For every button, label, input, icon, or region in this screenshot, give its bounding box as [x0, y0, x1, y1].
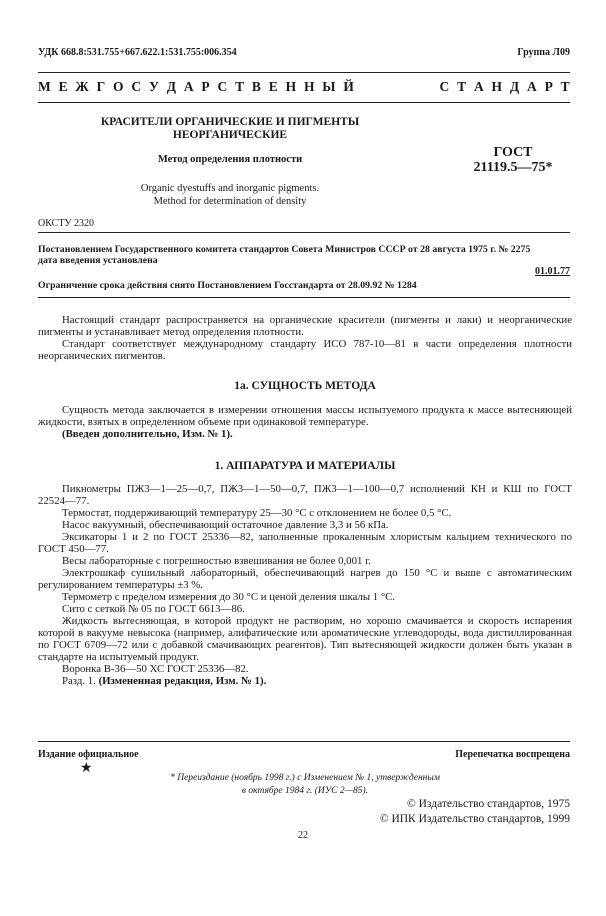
banner-letter: У — [148, 79, 159, 94]
banner-letter: М — [38, 79, 51, 94]
list-item: Насос вакуумный, обеспечивающий остаточное давление 3,3 и 56 кПа. — [62, 519, 389, 531]
banner-letter: Е — [58, 79, 68, 94]
banner-letter: В — [251, 79, 261, 94]
document-title — [80, 116, 380, 142]
restriction-note: Ограничение срока действия снято Постановлением Госстандарта от 28.09.92 № 1284 — [38, 280, 417, 291]
banner-letter: Н — [491, 79, 503, 94]
english-title-line-2: Method for determination of density — [153, 196, 307, 207]
gost-number — [468, 145, 558, 175]
razd-line — [38, 675, 572, 687]
banner-letter: Т — [560, 79, 570, 94]
effective-date: 01.01.77 — [535, 266, 570, 277]
decree-text — [38, 244, 570, 266]
gost-code: 21119.5—75* — [473, 160, 553, 175]
banner-letter: О — [113, 79, 124, 94]
intro-paragraph: Стандарт соответствует международному стандарту ИСО 787-10—81 в части определения плотности неорганических пигментов. — [38, 338, 572, 362]
banner-gap — [362, 79, 432, 95]
banner-letter: Т — [235, 79, 245, 94]
english-title-line-1: Organic dyestuffs and inorganic pigments. — [140, 183, 320, 194]
banner-letter: Н — [285, 79, 297, 94]
method-subtitle: Метод определения плотности — [157, 154, 303, 165]
section-1-heading: 1. АППАРАТУРА И МАТЕРИАЛЫ — [214, 460, 396, 472]
list-item: Термометр с пределом измерения до 30 °С и ценой деления шкалы 1 °С. — [62, 591, 396, 603]
banner-letter: Ы — [322, 79, 336, 94]
banner-letter: С — [439, 79, 450, 94]
banner-letter: А — [527, 79, 537, 94]
banner-letter: Й — [343, 79, 354, 94]
list-item: Термостат, поддерживающий температуру 25—30 °С с отклонением не более 0,5 °С. — [62, 507, 452, 519]
banner-letter: А — [473, 79, 484, 94]
reprint-line-1: * Переиздание (ноябрь 1998 г.) с Изменением № 1, утвержденным — [170, 773, 440, 783]
reprint-line-2: в октябре 1984 г. (ИУС 2—85). — [241, 786, 369, 796]
list-item: Электрошкаф сушильный лабораторный, обеспечивающий нагрев до 150 °С и выше с автоматическим регулированием температуры ±3 %. — [38, 567, 572, 591]
banner-letter: Ж — [75, 79, 89, 94]
banner-letter: С — [131, 79, 142, 94]
intro-paragraphs — [38, 314, 572, 362]
footer-rule — [38, 741, 570, 742]
reprint-note — [140, 772, 470, 798]
english-title — [80, 182, 380, 208]
top-rule — [38, 72, 570, 73]
razd-label: Разд. 1. — [62, 675, 96, 687]
banner-letter: Р — [544, 79, 553, 94]
section-1a-heading: 1а. СУЩНОСТЬ МЕТОДА — [234, 380, 376, 392]
banner-letter: Е — [268, 79, 278, 94]
list-item: Пикнометры ПЖ3—1—25—0,7, ПЖ3—1—50—0,7, ПЖ3—1—100—0,7 исполнений КН и КШ по ГОСТ 22524—77. — [38, 483, 572, 507]
gost-label: ГОСТ — [493, 145, 533, 160]
section-1a-note: (Введен дополнительно, Изм. № 1). — [62, 428, 233, 440]
decree-rule — [38, 297, 570, 298]
decree-line-1: Постановлением Государственного комитета стандартов Совета Министров СССР от 28 августа 1975 г. № 2275 — [38, 244, 531, 255]
okstu-rule — [38, 232, 570, 233]
section-1-body — [38, 483, 572, 687]
banner-letter: Д — [509, 79, 520, 94]
banner-letter: Г — [96, 79, 106, 94]
star-icon: ★ — [80, 761, 93, 776]
banner-letter: Д — [166, 79, 176, 94]
razd-note: (Измененная редакция, Изм. № 1). — [98, 675, 267, 687]
list-item: Эксикаторы 1 и 2 по ГОСТ 25336—82, заполненные прокаленным хлористым кальцием технического по ГОСТ 450—77. — [38, 531, 572, 555]
list-item: Весы лабораторные с погрешностью взвешивания не более 0,001 г. — [62, 555, 371, 567]
title-line-1: КРАСИТЕЛИ ОРГАНИЧЕСКИЕ И ПИГМЕНТЫ — [100, 116, 360, 128]
copyright-2: © ИПК Издательство стандартов, 1999 — [379, 813, 570, 825]
standard-banner — [38, 79, 570, 95]
banner-letter: А — [183, 79, 194, 94]
official-edition: Издание официальное — [38, 749, 139, 760]
reprint-prohibited: Перепечатка воспрещена — [455, 749, 570, 760]
page-number: 22 — [298, 830, 308, 841]
list-item: Сито с сеткой № 05 по ГОСТ 6613—86. — [62, 603, 245, 615]
udk-code: УДК 668.8:531.755+667.622.1:531.755:006.354 — [38, 47, 237, 58]
banner-bottom-rule — [38, 102, 570, 103]
banner-letter: Н — [303, 79, 315, 94]
section-1a-body — [38, 404, 572, 440]
banner-letter: С — [217, 79, 228, 94]
title-line-2: НЕОРГАНИЧЕСКИЕ — [172, 129, 288, 141]
banner-letter: Т — [457, 79, 467, 94]
list-item: Воронка В-36—50 ХС ГОСТ 25336—82. — [62, 663, 249, 675]
banner-letter: Р — [201, 79, 210, 94]
okstu-code: ОКСТУ 2320 — [38, 218, 95, 229]
decree-line-2: дата введения установлена — [38, 255, 158, 266]
copyright-1: © Издательство стандартов, 1975 — [406, 798, 570, 810]
group-code: Группа Л09 — [517, 47, 570, 58]
list-item: Жидкость вытесняющая, в которой продукт не растворим, но хорошо смачивается и скорость испарения которой в вакууме невысока (например, алифатические или ароматические углеводороды, вода дистиллированная по ГОСТ 6709—72 или с добавкой смачивающих реагентов). Тип вытесняющей жидкости должен быть указан в стандарте на испытуемый продукт. — [38, 615, 572, 663]
intro-paragraph: Настоящий стандарт распространяется на органические красители (пигменты и лаки) и неорганические пигменты и устанавливает метод определения плотности. — [38, 314, 572, 338]
section-1a-text: Сущность метода заключается в измерении отношения массы испытуемого продукта к массе вытесняющей жидкости, взятых в определенном объеме при одинаковой температуре. — [38, 404, 572, 428]
